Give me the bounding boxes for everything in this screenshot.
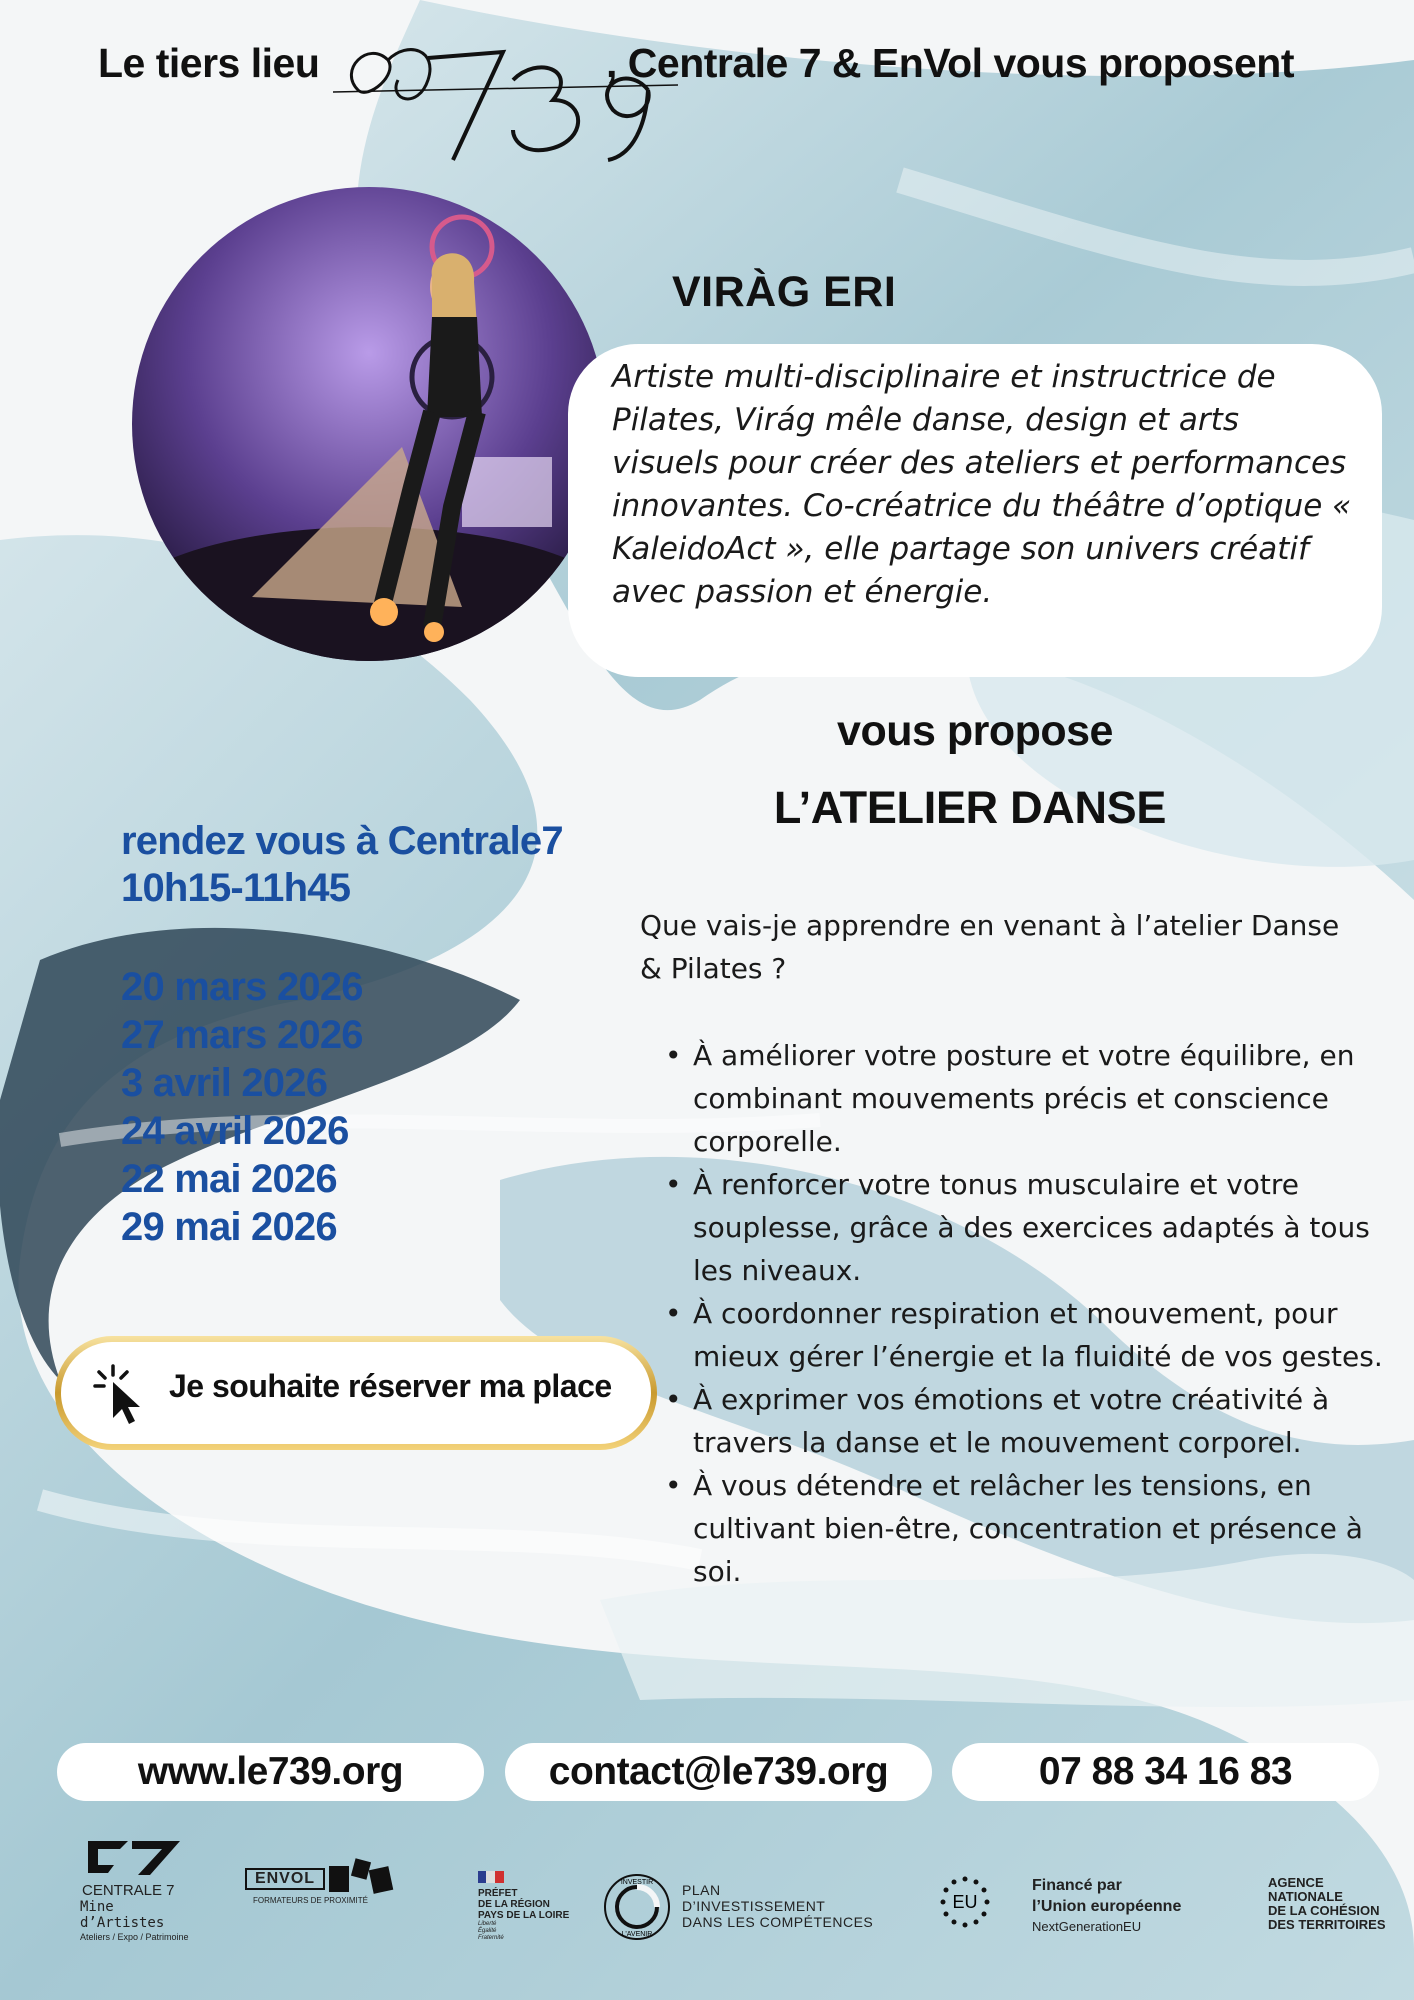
list-item: • À améliorer votre posture et votre équilibre, en combinant mouvements précis et conscience corporelle.	[693, 1034, 1413, 1163]
header-outro: , Centrale 7 & EnVol vous proposent	[606, 40, 1294, 86]
phone-number[interactable]: 07 88 34 16 83	[952, 1743, 1379, 1801]
list-item: • À vous détendre et relâcher les tensions, en cultivant bien-être, concentration et présence à soi.	[693, 1464, 1413, 1593]
artist-bio-card	[568, 344, 1382, 677]
artist-name: VIRÀG ERI	[672, 268, 897, 316]
envol-shapes-icon	[325, 1858, 397, 1898]
centrale7-logo: CENTRALE 7 Mine d’Artistes Ateliers / Expo / Patrimoine	[80, 1835, 195, 1930]
date-item: 3 avril 2026	[121, 1061, 328, 1105]
date-item: 22 mai 2026	[121, 1157, 337, 1201]
investir-avenir-seal-icon	[602, 1872, 672, 1942]
eu-funding-text: Financé par l’Union européenne NextGenerationEU	[1032, 1877, 1182, 1934]
learn-bullets	[665, 1034, 1413, 1593]
list-item: • À exprimer vos émotions et votre créativité à travers la danse et le mouvement corporel.	[693, 1378, 1413, 1464]
venue-info	[121, 818, 563, 912]
header-intro: Le tiers lieu	[98, 40, 320, 86]
svg-text:INVESTIR: INVESTIR	[620, 1879, 654, 1886]
c7-icon	[80, 1835, 195, 1877]
learn-question: Que vais-je apprendre en venant à l’atelier Danse & Pilates ?	[640, 909, 1340, 985]
artist-bio: Artiste multi-disciplinaire et instructrice de Pilates, Virág mêle danse, design et arts visuels pour créer des ateliers et performances innovantes. Co-créatrice du théâtre d’optique « KaleidoAct », elle partage son univers créatif avec passion et énergie.	[612, 359, 1352, 610]
pic-logo: INVESTIR L’AVENIR PLAN D’INVESTISSEMENT DANS LES COMPÉTENCES	[602, 1872, 892, 1942]
date-item: 24 avril 2026	[121, 1109, 349, 1153]
date-item: 29 mai 2026	[121, 1205, 337, 1249]
svg-text:EU: EU	[952, 1892, 978, 1912]
list-item: • À renforcer votre tonus musculaire et votre souplesse, grâce à des exercices adaptés à tous les niveaux.	[693, 1163, 1413, 1292]
reserve-button[interactable]	[55, 1336, 657, 1450]
date-item: 20 mars 2026	[121, 965, 363, 1009]
envol-logo: ENVOL FORMATEURS DE PROXIMITÉ	[245, 1858, 405, 1918]
proposes-heading: vous propose	[837, 707, 1113, 755]
eu-flag	[935, 1872, 995, 1942]
dancer-photo	[132, 187, 606, 661]
date-item: 27 mars 2026	[121, 1013, 363, 1057]
click-cursor-icon	[91, 1362, 155, 1426]
marianne-icon	[478, 1871, 504, 1883]
list-item: • À coordonner respiration et mouvement, pour mieux gérer l’énergie et la fluidité de vos gestes.	[693, 1292, 1413, 1378]
header	[98, 30, 1358, 180]
workshop-title: L’ATELIER DANSE	[773, 782, 1167, 833]
reserve-button-inner[interactable]	[61, 1342, 651, 1444]
website-link[interactable]: www.le739.org	[57, 1743, 484, 1801]
svg-text:L’AVENIR: L’AVENIR	[621, 1931, 653, 1938]
email-link[interactable]: contact@le739.org	[505, 1743, 932, 1801]
prefet-logo: PRÉFET DE LA RÉGION PAYS DE LA LOIRE Liberté Égalité Fraternité	[478, 1870, 588, 1940]
eu-stars-icon	[935, 1872, 995, 1942]
time-slot: 10h15-11h45	[121, 866, 351, 910]
anct-logo: AGENCE NATIONALE DE LA COHÉSION DES TERRITOIRES	[1268, 1875, 1386, 1932]
dates-list	[121, 963, 363, 1251]
reserve-button-label: Je souhaite réserver ma place	[169, 1368, 612, 1404]
venue: rendez vous à Centrale7	[121, 819, 563, 863]
